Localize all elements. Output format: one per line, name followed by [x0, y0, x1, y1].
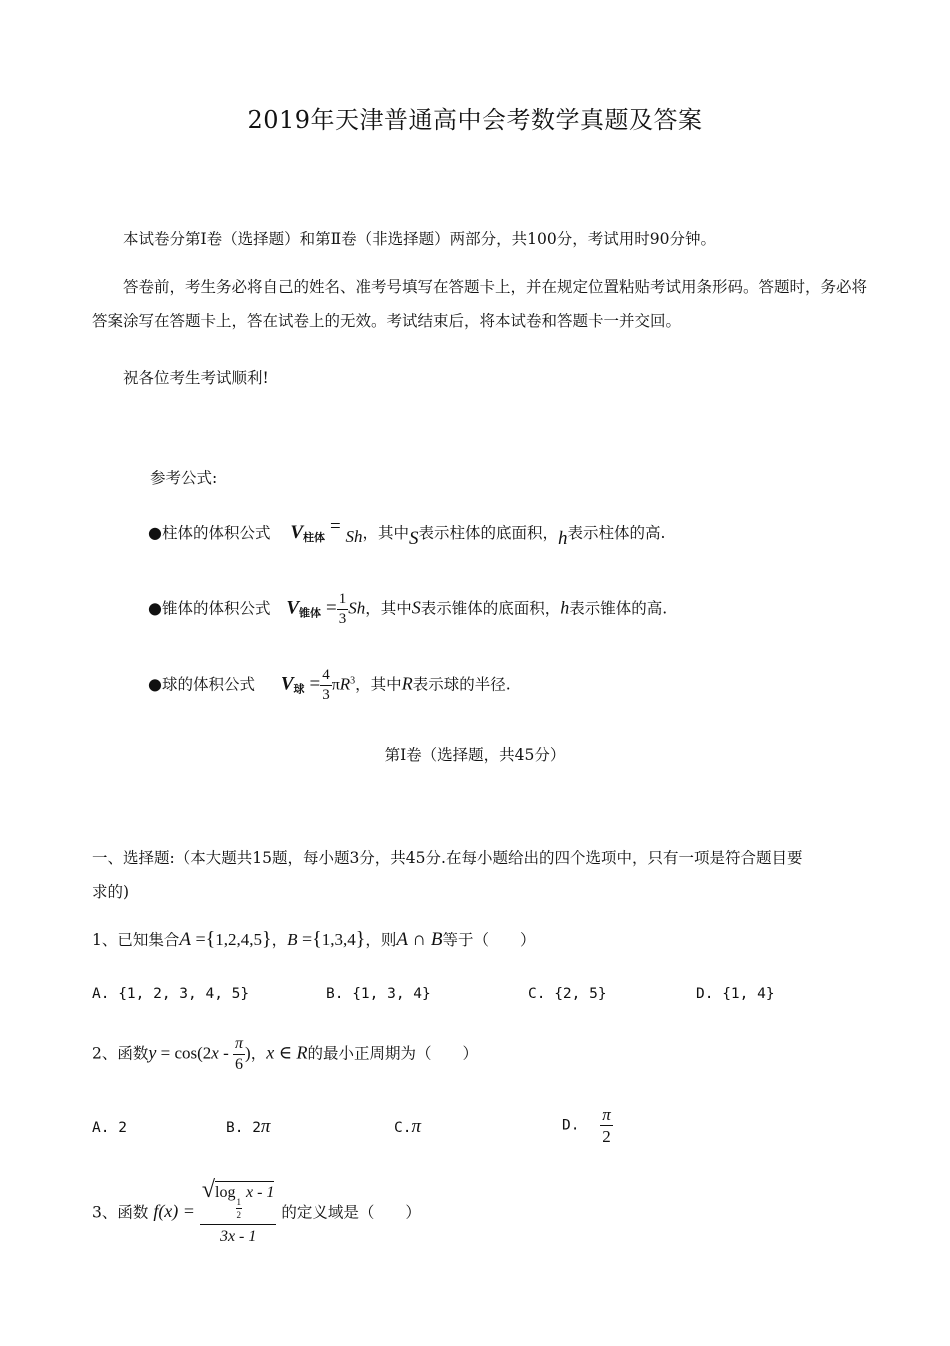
- sphere-fraction-num: 4: [320, 668, 332, 686]
- sphere-volume-sub: 球: [293, 682, 305, 696]
- question-1: [92, 928, 536, 951]
- prism-volume-sub: 柱体: [303, 531, 326, 544]
- intro-paragraph-2: 答卷前，考生务必将自己的姓名、准考号填写在答题卡上，并在规定位置粘贴考试用条形码。答题时，务必将答案涂写在答题卡上，答在试卷上的无效。考试结束后，将本试卷和答题卡一并交回。: [92, 278, 868, 330]
- q1-prefix: 1、已知集合: [92, 931, 180, 949]
- prism-volume-var: V: [290, 522, 304, 543]
- sphere-fraction-den: 3: [322, 687, 330, 703]
- q2-var-x: x: [211, 1043, 219, 1063]
- q2-option-d-num: π: [602, 1105, 611, 1124]
- q3-log-base: [236, 1198, 243, 1220]
- q1-var-a: A: [179, 929, 191, 950]
- q2-condition: x ∈ R: [266, 1042, 308, 1063]
- cone-expr: Sh: [348, 598, 366, 618]
- part1-instructions-line1: 一、选择题:（本大题共15题，每小题3分，共45分.在每小题给出的四个选项中，只有一项是符合题目要: [92, 849, 803, 867]
- cone-label: 锥体的体积公式: [161, 599, 271, 618]
- cone-text-2: 表示锥体的底面积，: [420, 599, 561, 618]
- sphere-equals: =: [309, 673, 321, 695]
- prism-expr: Sh: [345, 527, 363, 546]
- intro-paragraph-1: 本试卷分第Ⅰ卷（选择题）和第Ⅱ卷（非选择题）两部分，共100分，考试用时90分钟。: [123, 230, 716, 248]
- part1-instructions-line2: 求的): [92, 883, 130, 901]
- q2-option-b-label: B. 2: [226, 1120, 261, 1136]
- cone-fraction-den: 3: [338, 611, 347, 627]
- q2-option-c[interactable]: [394, 1116, 421, 1138]
- cone-equals: =: [325, 597, 337, 619]
- q2-option-d-den: 2: [602, 1127, 611, 1146]
- q1-eq-b: =: [297, 929, 313, 949]
- q1-set-a: 1,2,4,5: [215, 930, 262, 949]
- q2-var-y: y: [148, 1042, 157, 1063]
- cone-fraction-num: 1: [337, 592, 349, 610]
- sphere-exponent: 3: [350, 675, 356, 687]
- q2-option-c-pi: π: [411, 1116, 421, 1137]
- prism-s-var: S: [408, 528, 419, 549]
- q3-prefix: 3、函数: [92, 1203, 149, 1222]
- right-brace-icon: }: [262, 928, 272, 950]
- cone-text-3: 表示锥体的高.: [569, 599, 668, 618]
- sphere-pi: π: [331, 676, 340, 694]
- prism-label: 柱体的体积公式: [161, 524, 271, 542]
- cone-fraction: [337, 592, 349, 627]
- q2-fraction: [233, 1036, 245, 1073]
- prism-h-var: h: [557, 528, 568, 549]
- cone-text-1: ，其中: [365, 599, 412, 618]
- q2-close: ): [245, 1043, 251, 1063]
- q1-option-b[interactable]: B. {1, 3, 4}: [326, 986, 431, 1002]
- q3-suffix: 的定义域是（ ）: [281, 1203, 421, 1222]
- bullet-icon: ●: [148, 598, 162, 618]
- q3-fraction-num: [200, 1178, 277, 1225]
- q2-fraction-den: 6: [235, 1056, 244, 1073]
- q1-suffix: 等于（ ）: [442, 931, 536, 949]
- q3-function: f(x) =: [153, 1201, 195, 1221]
- prism-text-1: ，其中: [362, 524, 409, 542]
- q3-fraction: [200, 1178, 277, 1245]
- question-3: [92, 1178, 421, 1245]
- q1-var-b: B: [287, 930, 298, 949]
- q1-option-d[interactable]: D. {1, 4}: [696, 986, 775, 1002]
- q3-fraction-den: 3x - 1: [219, 1228, 257, 1245]
- q3-log-base-den: 2: [236, 1210, 241, 1220]
- right-brace-icon: }: [355, 928, 366, 950]
- prism-equals: =: [329, 516, 346, 537]
- sqrt-icon: √: [201, 1177, 216, 1203]
- q1-sep: ，: [271, 931, 288, 949]
- bullet-icon: ●: [148, 674, 162, 694]
- sphere-label: 球的体积公式: [161, 675, 255, 694]
- q1-option-a[interactable]: A. {1, 2, 3, 4, 5}: [92, 986, 250, 1002]
- q2-option-c-label: C.: [394, 1120, 412, 1136]
- q1-option-c[interactable]: C. {2, 5}: [528, 986, 607, 1002]
- q2-sep: ，: [250, 1044, 267, 1063]
- formula-prism: [148, 516, 665, 550]
- q2-suffix: 的最小正周期为（ ）: [307, 1044, 479, 1063]
- q2-option-a[interactable]: A. 2: [92, 1120, 127, 1136]
- q2-option-d-label: D.: [562, 1117, 580, 1134]
- q1-eq-a: =: [190, 929, 206, 949]
- q2-option-b-pi: π: [260, 1116, 271, 1137]
- q2-eq: = cos(2: [156, 1043, 212, 1063]
- prism-text-3: 表示柱体的高.: [567, 524, 666, 542]
- sphere-fraction: [320, 668, 332, 703]
- formula-cone: [148, 592, 667, 627]
- q2-prefix: 2、函数: [92, 1044, 149, 1063]
- q2-fraction-num: π: [233, 1036, 245, 1055]
- cone-h-var: h: [560, 597, 570, 618]
- sphere-r-var: R: [401, 673, 413, 694]
- cone-volume-sub: 锥体: [299, 606, 322, 620]
- q3-log: log: [215, 1184, 236, 1201]
- q1-expression: A ∩ B: [396, 929, 443, 950]
- formula-sphere: [148, 668, 511, 703]
- bullet-icon: ●: [148, 523, 162, 542]
- q2-option-d-fraction: [600, 1106, 613, 1145]
- left-brace-icon: {: [205, 928, 216, 950]
- prism-text-2: 表示柱体的底面积，: [418, 524, 558, 542]
- sphere-text-2: 表示球的半径.: [412, 675, 511, 694]
- sphere-r: R: [339, 674, 351, 694]
- q3-log-base-num: 1: [236, 1197, 241, 1207]
- q1-mid: ，则: [365, 931, 397, 949]
- q3-radicand: [215, 1181, 275, 1220]
- formula-heading: 参考公式:: [150, 469, 218, 487]
- cone-s-var: S: [411, 597, 421, 618]
- q2-option-b[interactable]: [226, 1116, 270, 1138]
- cone-volume-var: V: [286, 597, 300, 619]
- q1-set-b: 1,3,4: [321, 930, 356, 949]
- intro-paragraph-3: 祝各位考生考试顺利!: [123, 369, 269, 387]
- section-title: 第Ⅰ卷（选择题，共45分）: [384, 746, 566, 764]
- sphere-text-1: ，其中: [355, 675, 402, 694]
- q2-option-d[interactable]: [562, 1106, 613, 1145]
- q2-minus: -: [218, 1043, 234, 1063]
- q3-log-arg: x - 1: [242, 1184, 275, 1201]
- document-title: 2019年天津普通高中会考数学真题及答案: [247, 106, 703, 134]
- left-brace-icon: {: [312, 928, 322, 950]
- sphere-volume-var: V: [280, 673, 294, 695]
- question-2: [92, 1036, 478, 1073]
